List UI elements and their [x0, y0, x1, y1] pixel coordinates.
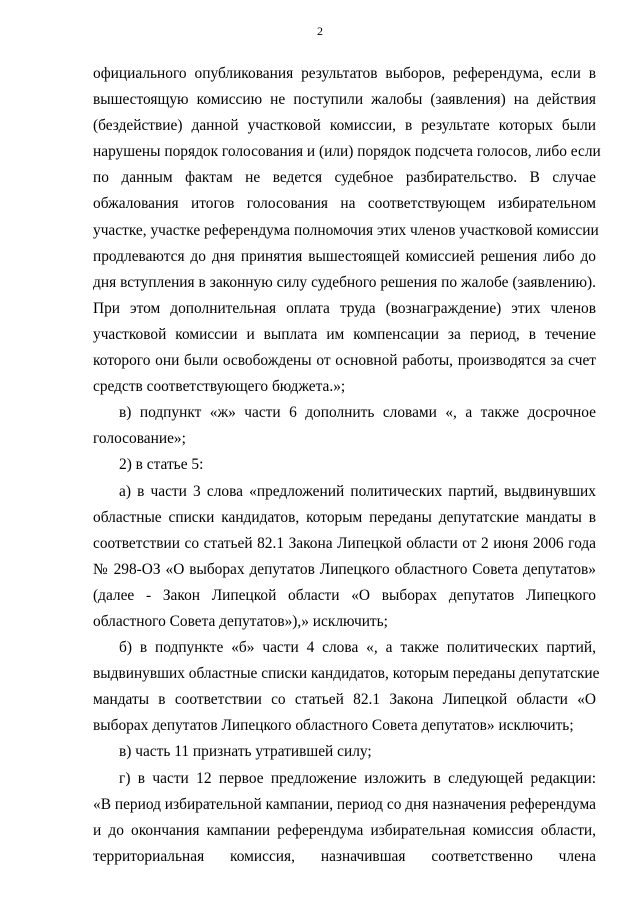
text-line: в) часть 11 признать утратившей силу; — [119, 743, 372, 761]
page-number: 2 — [317, 24, 323, 38]
text-line: вышестоящую комиссию не поступили жалобы (заявления) на действия — [93, 91, 596, 109]
text-line: участке, участке референдума полномочия этих членов участковой комиссии — [93, 221, 599, 239]
text-line: нарушены порядок голосования и (или) порядок подсчета голосов, либо если — [93, 143, 601, 161]
text-line: в) подпункт «ж» части 6 дополнить словами «, а также досрочное — [119, 404, 596, 422]
text-line: областного Совета депутатов»),» исключить; — [93, 612, 388, 630]
text-line: б) в подпункте «б» части 4 слова «, а также политических партий, — [119, 639, 596, 657]
text-line: по данным фактам не ведется судебное разбирательство. В случае — [93, 169, 596, 187]
text-line: «В период избирательной кампании, период со дня назначения референдума — [93, 795, 596, 813]
text-line: продлеваются до дня принятия вышестоящей комиссией решения либо до — [93, 247, 596, 265]
text-line: официального опубликования результатов выборов, референдума, если в — [93, 65, 596, 82]
text-line: дня вступления в законную силу судебного решения по жалобе (заявлению). — [93, 273, 596, 291]
text-line: голосование»; — [93, 430, 186, 448]
text-line: № 298-ОЗ «О выборах депутатов Липецкого областного Совета депутатов» — [93, 560, 596, 578]
document-body — [93, 61, 601, 870]
text-line: областные списки кандидатов, которым переданы депутатские мандаты в — [93, 508, 596, 526]
text-line: территориальная комиссия, назначившая соответственно члена — [93, 847, 596, 865]
text-line: выборах депутатов Липецкого областного Совета депутатов» исключить; — [93, 717, 574, 735]
text-line: участковой комиссии и выплата им компенсации за период, в течение — [93, 325, 596, 343]
text-line: При этом дополнительная оплата труда (вознаграждение) этих членов — [93, 299, 596, 317]
text-line: выдвинувших областные списки кандидатов, которым переданы депутатские — [93, 665, 600, 683]
text-line: и до окончания кампании референдума избирательная комиссия области, — [93, 821, 596, 839]
text-line: которого они были освобождены от основной работы, производятся за счет — [93, 352, 596, 370]
text-line: средств соответствующего бюджета.»; — [93, 378, 346, 396]
text-line: мандаты в соответствии со статьей 82.1 Закона Липецкой области «О — [93, 691, 596, 709]
text-line: г) в части 12 первое предложение изложить в следующей редакции: — [119, 769, 596, 787]
text-line: обжалования итогов голосования на соответствующем избирательном — [93, 195, 596, 213]
text-line: 2) в статье 5: — [119, 456, 204, 474]
text-line: (бездействие) данной участковой комиссии, в результате которых были — [93, 117, 596, 135]
text-line: а) в части 3 слова «предложений политических партий, выдвинувших — [119, 482, 596, 500]
text-line: соответствии со статьей 82.1 Закона Липецкой области от 2 июня 2006 года — [93, 534, 596, 552]
text-line: (далее - Закон Липецкой области «О выборах депутатов Липецкого — [93, 586, 596, 604]
